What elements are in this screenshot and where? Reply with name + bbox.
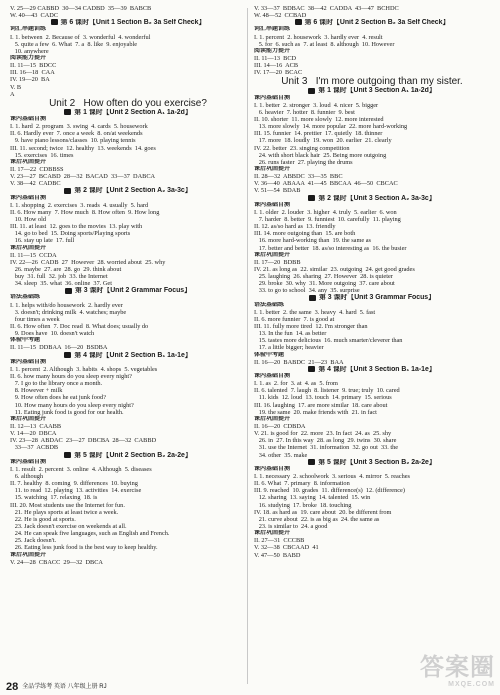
lesson-marker-icon [64,109,71,115]
answer-line: III. 16. laughing 17. are more similar 18. care about [254,401,388,409]
answer-line: I. 1. older 2. louder 3. higher 4. truly 5. earlier 6. won [254,208,397,216]
section-label: 课后巩固提升 [10,158,47,165]
answer-line: 26. maybe 27. are 28. go 29. think about [10,265,122,273]
answer-line: II. 16—20 CDBDA [254,423,306,431]
section-label: 课后巩固提升 [10,551,47,558]
lesson-marker-icon [64,352,71,358]
answer-line: 5. for 6. such as 7. at least 8. although 10. However [254,40,395,48]
lesson-heading-text: 第 3 课时【Unit 2 Grammar Focus】 [74,287,192,295]
answer-line: IV. 17—20 BCAC [254,69,303,77]
answer-line: V. 23—27 BCABD 28—32 BACAD 33—37 DABCA [10,173,156,181]
answer-line: V. 38—42 CADBC [10,180,61,188]
answer-line: buy 31. full 32. job 33. the Internet [10,273,108,281]
answer-line: 16. stay up late 17. full [10,237,75,245]
answer-line: II. 28—32 ABBDC 33—35 BBC [254,173,343,181]
answer-line: IV. 23—28 ABDAC 23—27 DBCBA 28—32 CABBD [10,437,157,445]
answer-line: 15. watching 17. relaxing 18. is [10,494,98,502]
section-label: 课内基础自测 [10,194,47,201]
answer-line: II. 12—13 CAABB [10,423,62,431]
answer-line: 8. However + milk [10,387,63,395]
answer-line: 13. more slowly 14. more popular 22. more hard-working [254,123,408,131]
answer-line: 26. Eating less junk food is the best way to keep healthy. [10,544,158,552]
section-label: 课内基础自测 [10,458,47,465]
answer-line: II. 11—15 BDCC [10,62,57,70]
answer-line: 23. Jack doesn't exercise on weekends at all. [10,522,127,530]
answer-line: 9. Does have 10. doesn't watch [10,330,95,338]
section-label: 阅读能力提升 [10,54,47,61]
answer-line: II. 27—31 CCCBB [254,537,305,545]
page-number: 28 [6,681,19,694]
answer-line: 7. harder 8. better 9. funniest 10. carefully 11. playing [254,215,401,223]
answer-line: I. 1. as 2. for 3. at 4. as 5. from [254,380,338,388]
answer-line: 21. He plays sports at least twice a week. [10,508,119,516]
lesson-heading [254,459,490,466]
lesson-heading [10,187,246,194]
answer-line: I. 1. better 2. the same 3. heavy 4. hard 5. fast [254,308,376,316]
lesson-heading-text: 第 5 课时【Unit 3 Section B₂ 2a-2e】 [318,458,436,466]
answer-line: 9. have piano lessons/classes 10. playing tennis [10,137,136,145]
lesson-heading-text: 第 2 课时【Unit 3 Section A₂ 3a-3c】 [318,194,436,202]
answer-line: III. 16—18 CAA [10,69,55,77]
answer-line: 10. How many hours do you sleep every night? [10,401,134,409]
section-label: 课内基础自测 [10,115,47,122]
answer-line: 34. other 35. make [254,451,308,459]
right-column [254,5,490,559]
footer-text: 全品学练考 英语 八年级上册 RJ [22,684,107,691]
answer-line: 17. a little bigger; heavier [254,344,324,352]
answer-line: 22. He is good at sports. [10,515,76,523]
lesson-heading-text: 第 2 课时【Unit 2 Section A₂ 3a-3c】 [74,187,192,195]
answer-line: II. 6. How many 7. How much 8. How often 9. How long [10,208,160,216]
answer-line: 16. studying 17. broke 18. touching [254,501,352,509]
lesson-heading [254,195,490,202]
answer-line: IV. 18. as hard as 19. care about 20. be different from [254,508,392,516]
unit-heading: Unit 2 How often do you exercise? [49,97,207,109]
section-label: 课后巩固提升 [254,415,291,422]
lesson-heading-text: 第 4 课时【Unit 2 Section B₁ 1a-1e】 [74,351,192,359]
answer-line: II. 7. healthy 8. coming 9. differences 10. buying [10,480,138,488]
answer-line: V. 25—29 CABBD 30—34 CADBD 35—39 BABCB [10,5,152,12]
answer-line: I. 1. percent 2. housework 3. hardly ever 4. result [254,33,383,41]
answer-line: I. 1. percent 2. Although 3. habits 4. shops 5. vegetables [10,365,158,373]
answer-line: 23. is similar to 24. a good [254,522,328,530]
answer-line: 24. with short black hair 25. Being more outgoing [254,151,387,159]
answer-line: II. 17—20 BDBB [254,258,301,266]
section-label: 课后巩固提升 [254,165,291,172]
section-label: 课后巩固提升 [254,530,291,537]
section-label: 课内基础自测 [254,465,291,472]
lesson-heading [10,109,246,116]
lesson-heading-text: 第 4 课时【Unit 3 Section B₁ 1a-1e】 [318,365,436,373]
lesson-heading-text: 第 6 课时【Unit 1 Section B₂ 3a Self Check】 [60,19,206,27]
lesson-marker-icon [308,459,315,465]
lesson-marker-icon [308,195,315,201]
answer-line: III. 11. at least 12. goes to the movies 13. play with [10,223,143,231]
answer-line: 17. better and better 18. as/so interesting as 16. the busier [254,244,407,252]
answer-line: II. 11—15 DDBAA 16—20 BSDBA [10,344,108,352]
lesson-marker-icon [64,188,71,194]
answer-line: III. 9. reached 10. grades 11. difference(s) 12. (difference) [254,487,405,495]
lesson-marker-icon [309,295,316,301]
lesson-marker-icon [308,366,315,372]
answer-line: 11. kids 12. loud 13. touch 14. primary 15. serious [254,394,392,402]
lesson-marker-icon [51,19,58,25]
watermark-text: 答案圈 [420,653,495,681]
answer-line: V. 21. is good for 22. more 23. In fact 24. as 25. shy [254,430,392,438]
watermark-url: MXQE.COM [448,680,495,688]
answer-line: 33. to go to school 34. any 35. surprise [254,287,360,295]
answer-line: V. 36—40 ABAAA 41—45 BBCAA 46—50 CBCAC [254,180,398,188]
answer-line: II. 6. Hardly ever 7. once a week 8. on/at weekends [10,130,143,138]
lesson-marker-icon [64,452,71,458]
lesson-heading [254,19,490,26]
answer-line: 21. curve about 22. is as big as 24. the same as [254,515,380,523]
answer-line: V. 32—38 CBCAAD 41 [254,544,319,552]
answer-line: I. 1. helps with/do housework 2. hardly ever [10,301,123,309]
answer-line: III. 20. Most students use the Internet for fun. [10,501,125,509]
answer-line: 33—37 ACBDB [10,444,59,452]
answer-line: II. 17—22 CDBBSS [10,165,64,173]
lesson-heading [254,294,490,301]
page-footer [6,682,107,694]
lesson-heading [10,19,246,26]
section-label: 课内基础自测 [10,358,47,365]
answer-line: I. 1. shopping 2. exercises 3. reads 4. usually 5. hard [10,201,149,209]
answer-line: I. 1. between 2. Because of 3. wonderful 4. wonderful [10,33,151,41]
answer-line: W. 48—52 CCBAD [254,12,307,20]
watermark-logo [395,653,495,691]
answer-line: II. 11—13 BCD [254,54,297,62]
answer-line: III. 11. fully more tired 12. I'm stronger than [254,323,368,331]
answer-line: 17. more 18. loudly 19. won 20. earlier 21. clearly [254,137,392,145]
answer-line: 3. doesn't; drinking milk 4. watches; maybe [10,308,127,316]
answer-line: 11. Eating junk food is good for our health. [10,408,124,416]
answer-line: 6. although [10,473,44,480]
lesson-heading [254,366,490,373]
lesson-marker-icon [65,288,72,294]
answer-line: II. 16—20 BABDC 21—23 BAA [254,358,344,366]
section-label: 阅读能力提升 [254,47,291,54]
answer-line: II. 6. how many hours do you sleep every night? [10,373,132,381]
lesson-heading [10,287,246,294]
section-label: 课后巩固提升 [10,244,47,251]
answer-line: IV. 21. as long as 22. similar 23. outgoing 24. get good grades [254,265,415,273]
section-label: 课后巩固提升 [254,251,291,258]
answer-line: 24. He can speak five languages, such as English and French. [10,530,170,538]
answer-line: 25. laughing 26. sharing 27. However 28. is quieter [254,273,393,281]
section-label: 课内基础自测 [254,94,291,101]
answer-line: 14. go to bed 15. Doing sports/Playing sports [10,230,131,238]
answer-line: 11. to read 12. playing 13. activities 14. exercise [10,487,142,495]
answer-line: III. 15. funnier 14. prettier 17. quietly 18. thinner [254,130,383,138]
section-label: 体验中考题 [10,337,41,344]
answer-line: 13. In the fun 14. as better [254,330,327,338]
answer-line: 10. anywhere [10,47,49,55]
section-label: 课内基础自测 [254,201,291,208]
answer-line: 15. tastes more delicious 16. much smarter/cleverer than [254,337,403,345]
answer-line: 31. use the Internet 31. information 32. go out 33. the [254,444,399,452]
answer-line: II. 6. talented 7. laugh 8. listener 9. true; truly 10. cared [254,387,400,395]
answer-line: W. 40—43 CADC [10,12,59,20]
lesson-heading-text: 第 6 课时【Unit 2 Section B₂ 3a Self Check】 [304,19,450,27]
answer-line: 26. in 27. In this way 28. as long 29. twins 30. share [254,437,397,445]
answer-line: 29. broke 30. why 31. More outgoing 37. care about [254,280,395,288]
answer-line: 16. more hard-working than 19. the same as [254,237,371,245]
answer-line: IV. 22—26 CADB 27 However 28. worried about 25. why [10,258,166,266]
lesson-marker-icon [308,88,315,94]
section-label: 课内基础自测 [254,373,291,380]
section-label: 词汇串题训练 [10,26,47,33]
answer-line: III. 14. more outgoing than 15. are both [254,230,356,238]
lesson-heading-text: 第 3 课时【Unit 3 Grammar Focus】 [318,294,436,302]
section-label: 语法基础练 [254,301,285,308]
section-label: 词汇串题训练 [254,26,291,33]
answer-line: four times a week [10,315,60,323]
lesson-heading-text: 第 1 课时【Unit 2 Section A₁ 1a-2d】 [74,108,192,116]
left-column [10,5,246,566]
section-label: 语法基础练 [10,294,41,301]
answer-line: III. 11. second; twice 12. healthy 13. weekends 14. goes [10,144,156,152]
column-divider [247,8,248,684]
section-label: 课后巩固提升 [10,415,47,422]
answer-line: 15. exercises 16. times [10,151,74,159]
unit-heading: Unit 3 I'm more outgoing than my sister. [281,76,463,88]
answer-line: I. 1. result 2. percent 3. online 4. Although 5. diseases [10,465,152,473]
lesson-heading [10,452,246,459]
answer-line: 9. How often does he eat junk food? [10,394,107,402]
answer-line: 12. sharing 13. saying 14. talented 15. win [254,494,371,502]
lesson-heading-text: 第 5 课时【Unit 2 Section B₂ 2a-2e】 [74,451,192,459]
answer-line: 10. How old [10,215,47,223]
answer-line: 5. quite a few 6. What 7. a 8. like 9. enjoyable [10,40,138,48]
answer-line: 26. runs faster 27. playing the drums [254,158,353,166]
answer-line: V. 51—54 BDAB [254,187,301,195]
answer-line: I. 1. hard 2. program 3. swing 4. cards 5. housework [10,123,148,131]
answer-line: 7. I go to the library once a month. [10,380,103,388]
answer-line: II. 11—15 CCDA [10,251,57,259]
answer-line: V. B [10,83,22,91]
answer-line: II. 6. more funnier 7. is good at [254,315,335,323]
answer-line: 25. Jack doesn't. [10,537,57,545]
answer-line: 34. sleep 35. what 36. online 37. Get [10,280,112,288]
answer-line: III. 14—16 ACB [254,62,299,70]
answer-line: V. 14—20 DBCA [10,430,57,438]
answer-line: V. 47—50 BABD [254,551,301,559]
answer-line: II. 6. How often 7. Doc read 8. What does; usually do [10,323,149,331]
answer-line: I. 1. better 2. stronger 3. loud 4. nicer 5. bigger [254,101,379,109]
lesson-heading [254,87,490,94]
answer-line: II. 12. as/so hard as 13. friendly [254,223,336,231]
answer-line: IV. 22. better 23. singing competition [254,144,350,152]
answer-line: 6. heavier 7. hotter 8. funnier 9. best [254,108,355,116]
answer-line: I. 1. necessary 2. schoolwork 3. serious 4. mirror 5. reaches [254,473,410,480]
lesson-heading-text: 第 1 课时【Unit 3 Section A₁ 1a-2d】 [318,87,436,95]
answer-line: II. 10. shorter 11. more slowly 12. more interested [254,115,384,123]
answer-line: V. 33—37 BDBAC 38—42 CADDA 43—47 BCHDC [254,5,399,12]
answer-line: II. 6. What 7. primary 8. information [254,480,350,488]
answer-line: A [10,90,15,98]
answer-line: 19. the same 20. make friends with 21. in fact [254,408,377,416]
lesson-heading [10,352,246,359]
answer-line: V. 24—28 CBACC 29—32 DBCA [10,558,103,566]
lesson-marker-icon [295,19,302,25]
answer-line: IV. 19—20 BA [10,76,50,84]
section-label: 体验中考题 [254,351,285,358]
